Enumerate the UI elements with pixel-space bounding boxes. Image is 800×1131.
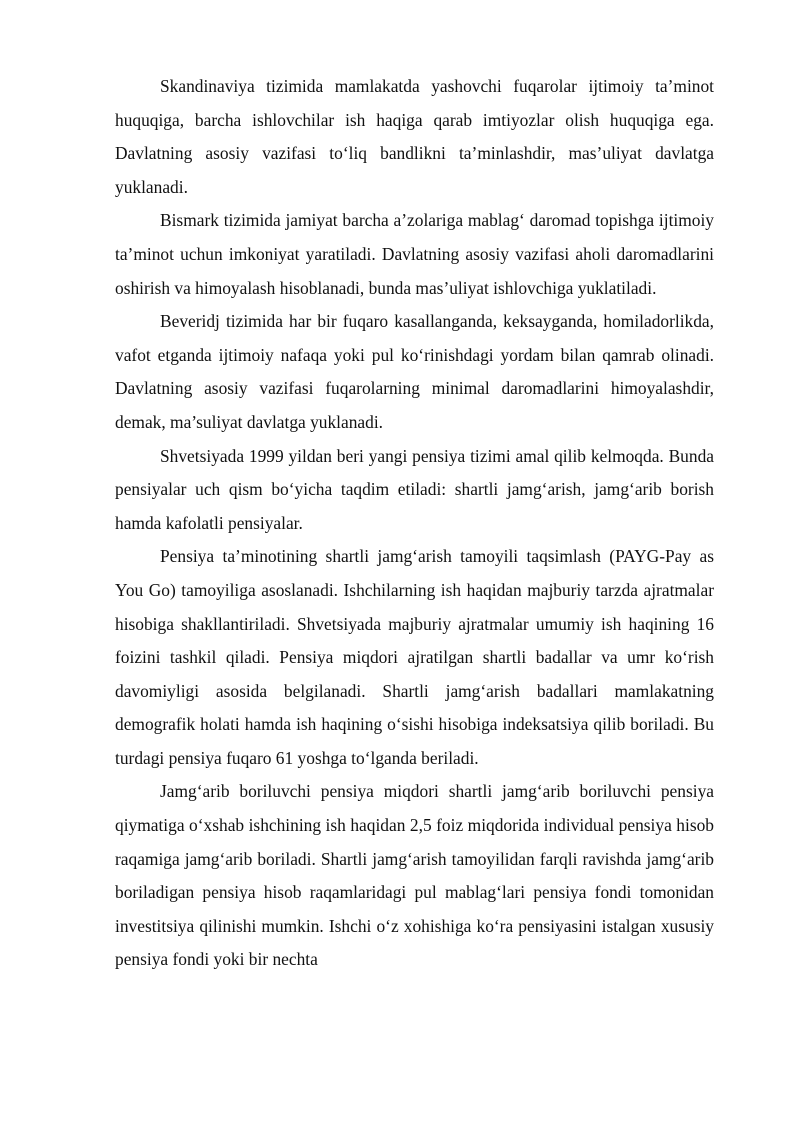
paragraph-shartli-jamgarish: Pensiya ta’minotining shartli jamg‘arish tamoyili taqsimlash (PAYG-Pay as You Go) tamoyiliga asoslanadi. Ishchilarning ish haqidan majburiy tarzda ajratmalar hisobiga shakllantiriladi. Shvetsiyada majburiy ajratmalar umumiy ish haqining 16 foizini tashkil qiladi. Pensiya miqdori ajratilgan shartli badallar va umr ko‘rish davomiyligi asosida belgilanadi. Shartli jamg‘arish badallari mamlakatning demografik holati hamda ish haqining o‘sishi hisobiga indeksatsiya qilib boriladi. Bu turdagi pensiya fuqaro 61 yoshga to‘lganda beriladi. <box>115 546 714 768</box>
paragraph-skandinaviya: Skandinaviya tizimida mamlakatda yashovchi fuqarolar ijtimoiy ta’minot huquqiga, barcha ishlovchilar ish haqiga qarab imtiyozlar olish huquqiga ega. Davlatning asosiy vazifasi to‘liq bandlikni ta’minlashdir, mas’uliyat davlatga yuklanadi. <box>115 76 714 197</box>
paragraph-shvetsiya: Shvetsiyada 1999 yildan beri yangi pensiya tizimi amal qilib kelmoqda. Bunda pensiyalar uch qism bo‘yicha taqdim etiladi: shartli jamg‘arish, jamg‘arib borish hamda kafolatli pensiyalar. <box>115 445 714 533</box>
document-page <box>115 70 714 977</box>
paragraph-jamgarib-boriluvchi: Jamg‘arib boriluvchi pensiya miqdori shartli jamg‘arib boriluvchi pensiya qiymatiga o‘xshab ishchining ish haqidan 2,5 foiz miqdorida individual pensiya hisob raqamiga jamg‘arib boriladi. Shartli jamg‘arish tamoyilidan farqli ravishda jamg‘arib boriladigan pensiya hisob raqamlaridagi pul mablag‘lari pensiya fondi tomonidan investitsiya qilinishi mumkin. Ishchi o‘z xohishiga ko‘ra pensiyasini istalgan xususiy pensiya fondi yoki bir nechta <box>115 781 714 970</box>
paragraph-bismark: Bismark tizimida jamiyat barcha a’zolariga mablag‘ daromad topishga ijtimoiy ta’minot uchun imkoniyat yaratiladi. Davlatning asosiy vazifasi aholi daromadlarini oshirish va himoyalash hisoblanadi, bunda mas’uliyat ishlovchiga yuklatiladi. <box>115 210 714 298</box>
paragraph-beveridj: Beveridj tizimida har bir fuqaro kasallanganda, keksayganda, homiladorlikda, vafot etganda ijtimoiy nafaqa yoki pul ko‘rinishdagi yordam bilan qamrab olinadi. Davlatning asosiy vazifasi fuqarolarning minimal daromadlarini himoyalashdir, demak, ma’suliyat davlatga yuklanadi. <box>115 311 714 432</box>
